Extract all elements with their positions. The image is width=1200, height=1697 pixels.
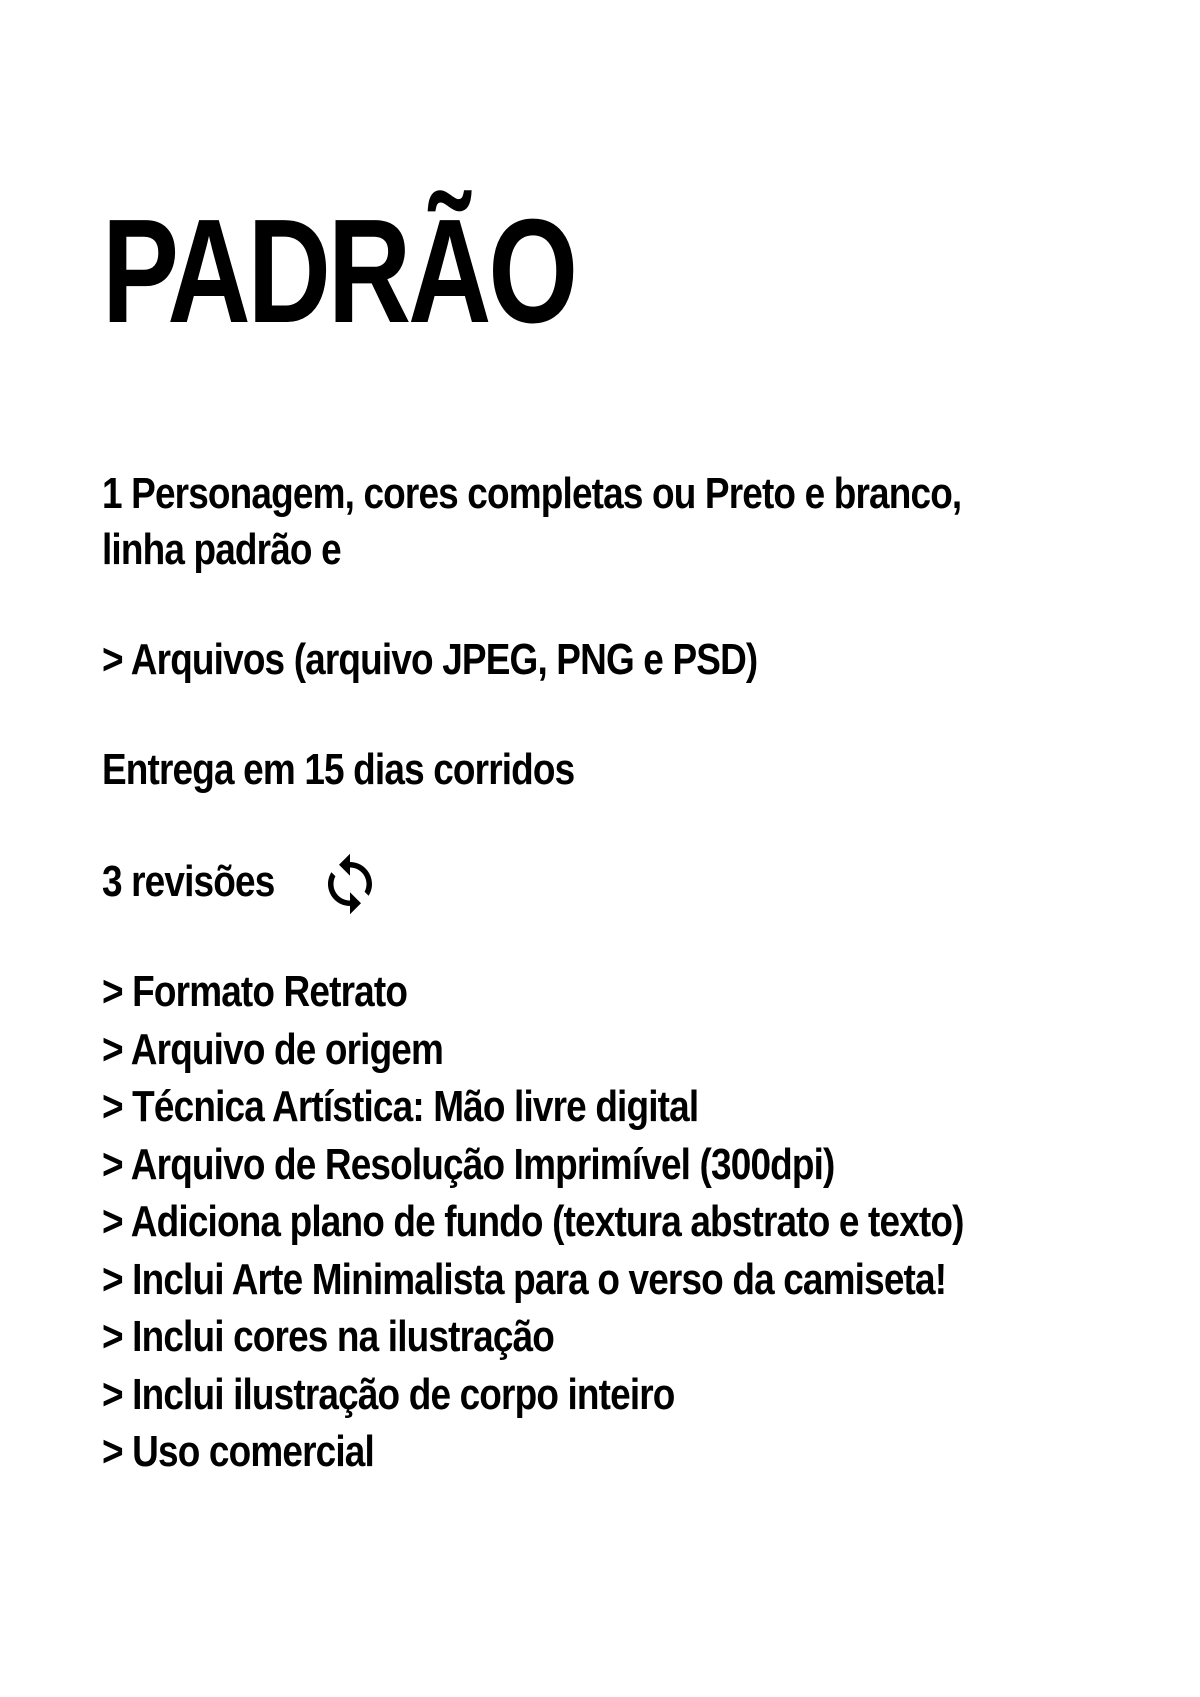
description-line-2: linha padrão e	[102, 525, 341, 574]
feature-item: > Adiciona plano de fundo (textura abstrato e texto)	[102, 1197, 964, 1246]
feature-item: > Formato Retrato	[102, 967, 408, 1016]
files-info: > Arquivos (arquivo JPEG, PNG e PSD)	[102, 635, 758, 684]
features-list	[102, 963, 964, 1481]
feature-item: > Arquivo de origem	[102, 1024, 444, 1074]
revisions-label: 3 revisões	[102, 857, 275, 906]
description-line-1: 1 Personagem, cores completas ou Preto e branco,	[102, 469, 962, 518]
refresh-icon	[317, 851, 383, 917]
delivery-info: Entrega em 15 dias corridos	[102, 745, 575, 794]
page-title: PADRÃO	[102, 189, 575, 354]
feature-item: > Inclui cores na ilustração	[102, 1312, 555, 1361]
feature-item: > Técnica Artística: Mão livre digital	[102, 1082, 699, 1131]
feature-item: > Uso comercial	[102, 1427, 374, 1476]
feature-item: > Arquivo de Resolução Imprimível (300dpi)	[102, 1139, 835, 1189]
feature-item: > Inclui ilustração de corpo inteiro	[102, 1369, 675, 1419]
feature-item: > Inclui Arte Minimalista para o verso da camiseta!	[102, 1254, 947, 1304]
